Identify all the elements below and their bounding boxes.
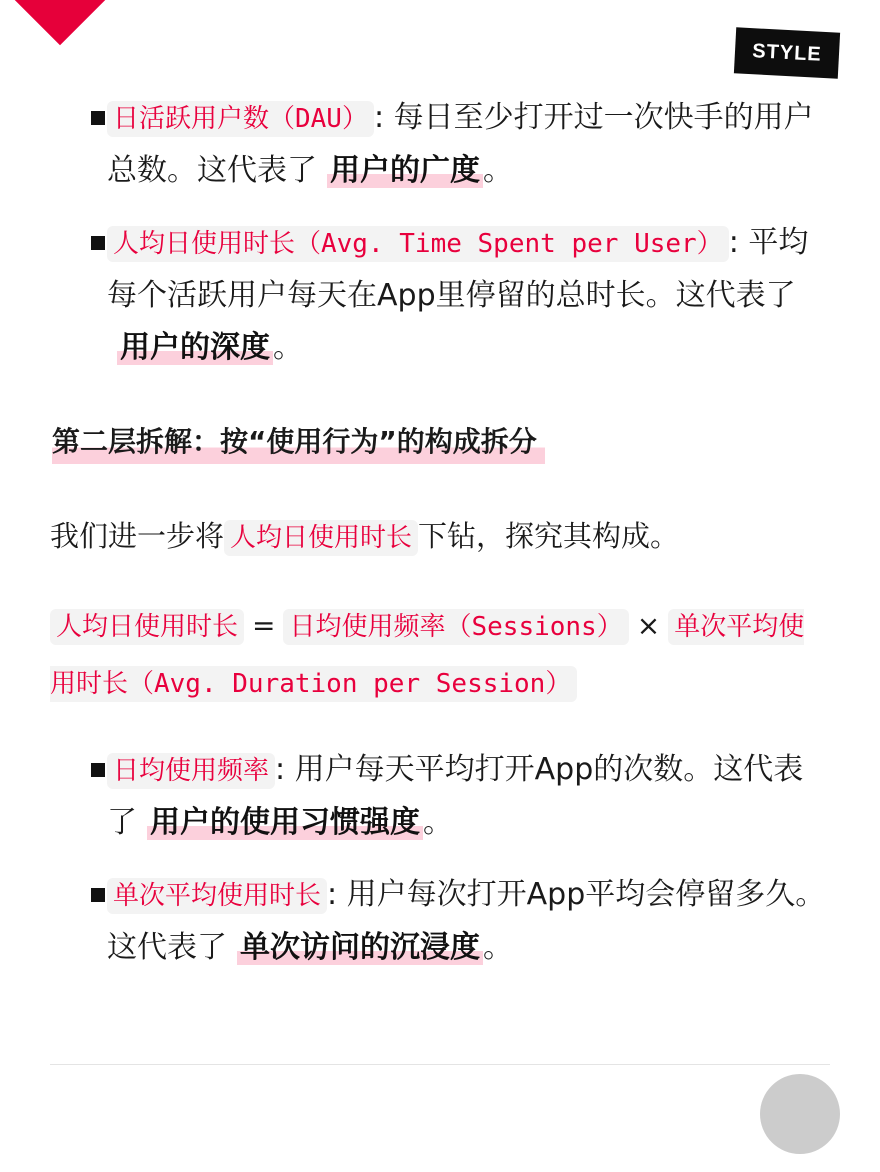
highlight-text: 单次访问的沉浸度 <box>237 930 483 965</box>
inline-code-term: 单次平均使用时长 <box>107 878 327 914</box>
circle-button[interactable] <box>760 1074 840 1154</box>
article-body <box>50 92 830 994</box>
highlight-text: 用户的深度 <box>117 330 273 365</box>
square-bullet-icon <box>91 888 105 902</box>
intro-paragraph <box>50 510 830 564</box>
highlight-text: 用户的使用习惯强度 <box>147 805 423 840</box>
inline-code-term: 人均日使用时长（Avg. Time Spent per User） <box>107 226 729 262</box>
inline-code-term: 日活跃用户数（DAU） <box>107 101 374 137</box>
square-bullet-icon <box>91 111 105 125</box>
inline-code-term: 日均使用频率 <box>107 753 275 789</box>
formula-lhs: 人均日使用时长 <box>50 609 244 645</box>
bullet-tail: 。 <box>273 330 303 365</box>
bullet-text: : 平均每个活跃用户每天在App里停留的总时长。这代表了 <box>107 225 809 313</box>
bullet-tail: 。 <box>423 805 453 840</box>
bullet-text: : 用户每天平均打开App的次数。这代表了 <box>107 752 804 840</box>
intro-before: 我们进一步将 <box>50 519 225 553</box>
intro-after: 下钻，探究其构成。 <box>418 519 680 553</box>
section-heading: 第二层拆解：按“使用行为”的构成拆分 <box>52 420 545 464</box>
highlight-text: 用户的广度 <box>327 153 483 188</box>
bullet-tail: 。 <box>483 153 513 188</box>
formula-factor-2: 单次平均使用时长（Avg. Duration per Session） <box>50 609 804 702</box>
style-tag: STYLE <box>734 27 840 78</box>
list-item <box>50 217 830 374</box>
bullet-tail: 。 <box>483 930 513 965</box>
square-bullet-icon <box>91 236 105 250</box>
list-item <box>50 869 830 974</box>
formula-factor-1: 日均使用频率（Sessions） <box>283 609 628 645</box>
square-bullet-icon <box>91 763 105 777</box>
equals-sign: = <box>252 609 276 642</box>
bullet-text: : 用户每次打开App平均会停留多久。这代表了 <box>107 877 826 965</box>
inline-code-term: 人均日使用时长 <box>224 520 418 556</box>
formula <box>50 598 830 712</box>
times-sign: × <box>636 609 661 642</box>
list-item <box>50 92 830 197</box>
bullet-text: : 每日至少打开过一次快手的用户总数。这代表了 <box>107 100 814 188</box>
list-item <box>50 744 830 849</box>
divider <box>50 1064 830 1065</box>
corner-red-diamond <box>15 0 106 45</box>
